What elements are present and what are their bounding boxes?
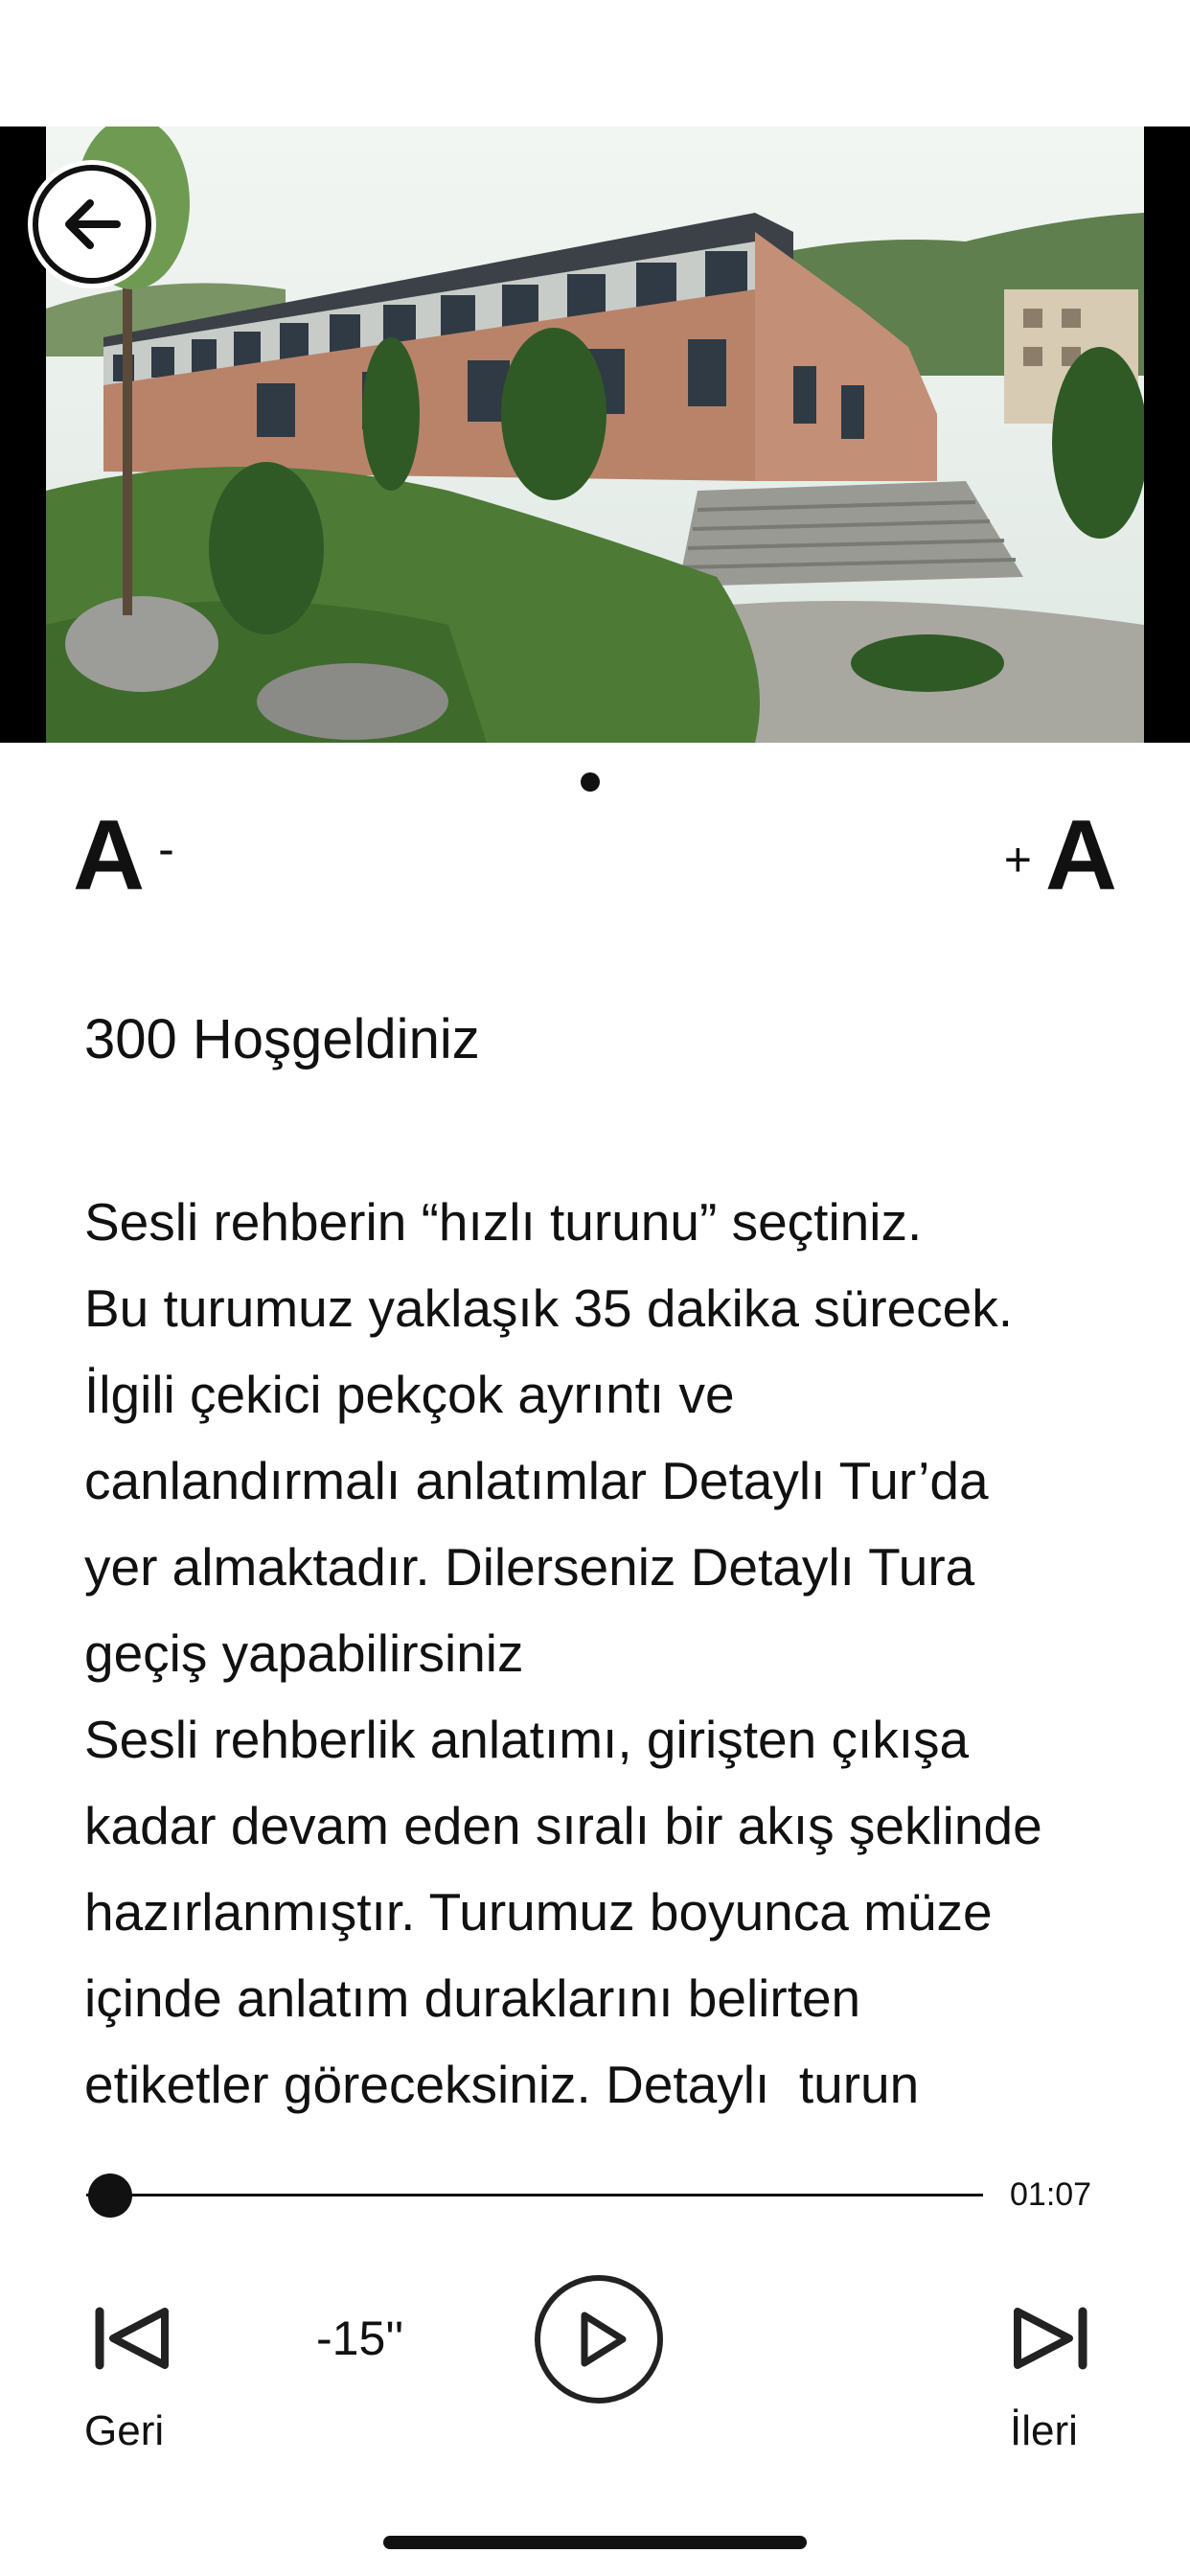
next-button[interactable] — [1002, 2290, 1098, 2386]
hero-image — [0, 126, 1190, 743]
narration-text — [84, 1179, 1138, 2128]
text-line: Bu turumuz yaklaşık 35 dakika sürecek. — [84, 1278, 1014, 1338]
playback-time: 01:07 — [1010, 2176, 1092, 2213]
text-line: içinde anlatım duraklarını belirten — [84, 1968, 861, 2028]
previous-label: Geri — [84, 2407, 165, 2454]
play-icon — [565, 2306, 632, 2373]
skip-back-icon — [84, 2290, 180, 2386]
stop-title: 300 Hoşgeldiniz — [84, 1008, 480, 1070]
next-label: İleri — [1010, 2407, 1078, 2454]
text-line: İlgili çekici pekçok ayrıntı ve — [84, 1365, 735, 1424]
text-line: Sesli rehberin “hızlı turunu” seçtiniz. — [84, 1192, 923, 1252]
rewind-15-button[interactable]: -15'' — [316, 2312, 404, 2365]
font-increase-button[interactable] — [1003, 800, 1117, 911]
progress-thumb[interactable] — [88, 2174, 132, 2218]
text-line: Sesli rehberlik anlatımı, girişten çıkışa — [84, 1710, 970, 1769]
text-line: canlandırmalı anlatımlar Detaylı Tur’da — [84, 1451, 989, 1510]
font-increase-sign: + — [1003, 833, 1032, 886]
text-line: geçiş yapabilirsiniz — [84, 1623, 524, 1683]
font-decrease-sign: - — [158, 822, 174, 876]
font-increase-letter: A — [1044, 800, 1117, 911]
text-line: etiketler göreceksiniz. Detaylı turun — [84, 2055, 920, 2114]
back-button[interactable] — [33, 165, 151, 284]
font-decrease-button[interactable] — [73, 800, 174, 911]
progress-slider[interactable] — [86, 2194, 983, 2196]
text-line: kadar devam eden sıralı bir akış şeklinde — [84, 1796, 1042, 1855]
carousel-page-indicator — [581, 772, 600, 792]
previous-button[interactable] — [84, 2290, 180, 2386]
text-line: hazırlanmıştır. Turumuz boyunca müze — [84, 1882, 993, 1942]
text-line: yer almaktadır. Dilerseniz Detaylı Tura — [84, 1537, 975, 1597]
arrow-left-icon — [54, 186, 130, 263]
font-decrease-letter: A — [73, 800, 146, 911]
home-indicator — [383, 2536, 807, 2549]
skip-forward-icon — [1002, 2290, 1098, 2386]
play-button[interactable] — [535, 2275, 663, 2404]
museum-photo — [46, 126, 1144, 743]
